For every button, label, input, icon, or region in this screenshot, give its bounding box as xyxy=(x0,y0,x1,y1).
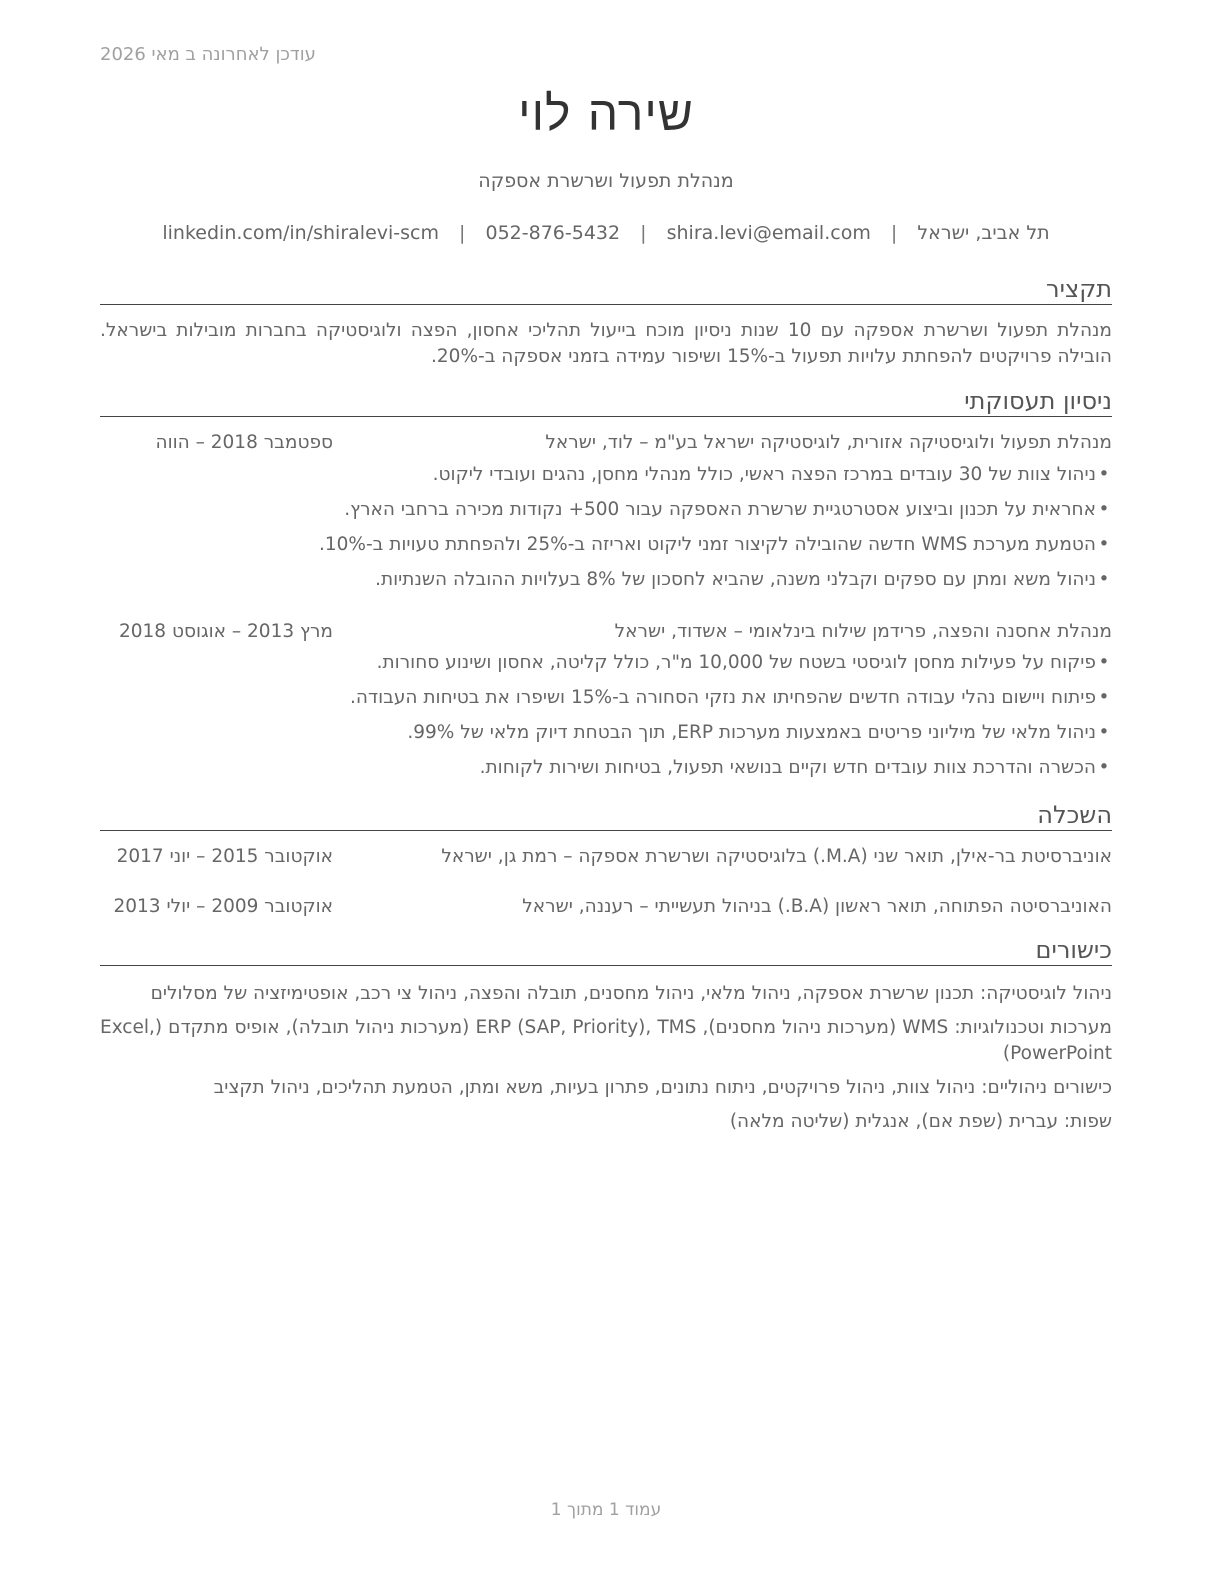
bullet-icon: • xyxy=(1098,569,1110,590)
education-item xyxy=(100,894,1112,920)
list-item: •פיתוח ויישום נהלי עבודה חדשים שהפחיתו את נזקי הסחורה ב-15% ושיפרו את בטיחות העבודה. xyxy=(100,685,1112,720)
bullet-icon: • xyxy=(1098,757,1110,778)
contact-line xyxy=(100,222,1112,244)
section-title-education: השכלה xyxy=(100,800,1112,831)
candidate-role: מנהלת תפעול ושרשרת אספקה xyxy=(478,170,734,192)
contact-email[interactable]: shira.levi@email.com xyxy=(666,222,871,244)
last-updated: עודכן לאחרונה ב מאי 2026 xyxy=(100,44,316,65)
bullet-icon: • xyxy=(1098,652,1110,673)
job-dates: מרץ 2013 – אוגוסט 2018 xyxy=(118,621,333,642)
job-bullets xyxy=(100,650,1112,790)
bullet-icon: • xyxy=(1098,499,1110,520)
contact-separator: | xyxy=(640,222,647,244)
bullet-icon: • xyxy=(1098,464,1110,485)
contact-location: תל אביב, ישראל xyxy=(917,222,1050,244)
education-title: אוניברסיטת בר-אילן, תואר שני (M.A.) בלוגיסטיקה ושרשרת אספקה – רמת גן, ישראל xyxy=(441,846,1112,867)
candidate-name: שירה לוי xyxy=(518,86,694,142)
skills-row: מערכות וטכנולוגיות: WMS (מערכות ניהול מחסנים), ERP (SAP, Priority), TMS (מערכות ניהול תובלה), אופיס מתקדם (Excel, PowerPoint) xyxy=(100,1017,1112,1064)
summary-text: מנהלת תפעול ושרשרת אספקה עם 10 שנות ניסיון מוכח בייעול תהליכי אחסון, הפצה ולוגיסטיקה בחברות מובילות בישראל. הובילה פרויקטים להפחתת עלויות תפעול ב-15% ושיפור עמידה בזמני אספקה ב-20%. xyxy=(100,320,1112,367)
education-item xyxy=(100,844,1112,870)
education-dates: אוקטובר 2009 – יולי 2013 xyxy=(113,896,333,917)
job-dates: ספטמבר 2018 – הווה xyxy=(155,432,333,453)
list-item: •הכשרה והדרכת צוות עובדים חדש וקיים בנושאי תפעול, בטיחות ושירות לקוחות. xyxy=(100,755,1112,790)
list-item: •אחראית על תכנון וביצוע אסטרטגיית שרשרת האספקה עבור 500+ נקודות מכירה ברחבי הארץ. xyxy=(100,497,1112,532)
bullet-icon: • xyxy=(1098,687,1110,708)
list-item: •פיקוח על פעילות מחסן לוגיסטי בשטח של 10,000 מ"ר, כולל קליטה, אחסון ושינוע סחורות. xyxy=(100,650,1112,685)
bullet-icon: • xyxy=(1098,534,1110,555)
skills-row: כישורים ניהוליים: ניהול צוות, ניהול פרויקטים, ניתוח נתונים, פתרון בעיות, משא ומתן, הטמעת תהליכים, ניהול תקציב xyxy=(213,1077,1112,1098)
skills-row: ניהול לוגיסטיקה: תכנון שרשרת אספקה, ניהול מלאי, ניהול מחסנים, תובלה והפצה, ניהול צי רכב, אופטימיזציה של מסלולים xyxy=(150,983,1112,1004)
education-title: האוניברסיטה הפתוחה, תואר ראשון (B.A.) בניהול תעשייתי – רעננה, ישראל xyxy=(522,896,1112,917)
contact-phone[interactable]: 052-876-5432 xyxy=(485,222,621,244)
list-item: •הטמעת מערכת WMS חדשה שהובילה לקיצור זמני ליקוט ואריזה ב-25% ולהפחתת טעויות ב-10%. xyxy=(100,532,1112,567)
job-header xyxy=(100,619,1112,645)
job-bullets xyxy=(100,462,1112,602)
section-title-skills: כישורים xyxy=(100,935,1112,966)
bullet-icon: • xyxy=(1098,722,1110,743)
section-title-experience: ניסיון תעסוקתי xyxy=(100,386,1112,417)
education-dates: אוקטובר 2015 – יוני 2017 xyxy=(116,846,333,867)
list-item: •ניהול צוות של 30 עובדים במרכז הפצה ראשי, כולל מנהלי מחסן, נהגים ועובדי ליקוט. xyxy=(100,462,1112,497)
contact-separator: | xyxy=(459,222,466,244)
contact-linkedin[interactable]: linkedin.com/in/shiralevi-scm xyxy=(162,222,439,244)
skills-list xyxy=(100,981,1112,1143)
job-title: מנהלת אחסנה והפצה, פרידמן שילוח בינלאומי – אשדוד, ישראל xyxy=(614,621,1112,642)
job-header xyxy=(100,430,1112,456)
list-item: •ניהול משא ומתן עם ספקים וקבלני משנה, שהביא לחסכון של 8% בעלויות ההובלה השנתיות. xyxy=(100,567,1112,602)
page-number: עמוד 1 מתוך 1 xyxy=(550,1500,662,1520)
contact-separator: | xyxy=(890,222,898,244)
list-item: •ניהול מלאי של מיליוני פריטים באמצעות מערכות ERP, תוך הבטחת דיוק מלאי של 99%. xyxy=(100,720,1112,755)
resume-page xyxy=(100,0,1112,1584)
skills-row: שפות: עברית (שפת אם), אנגלית (שליטה מלאה) xyxy=(729,1111,1112,1132)
section-title-summary: תקציר xyxy=(100,274,1112,305)
job-title: מנהלת תפעול ולוגיסטיקה אזורית, לוגיסטיקה ישראל בע"מ – לוד, ישראל xyxy=(545,432,1112,453)
